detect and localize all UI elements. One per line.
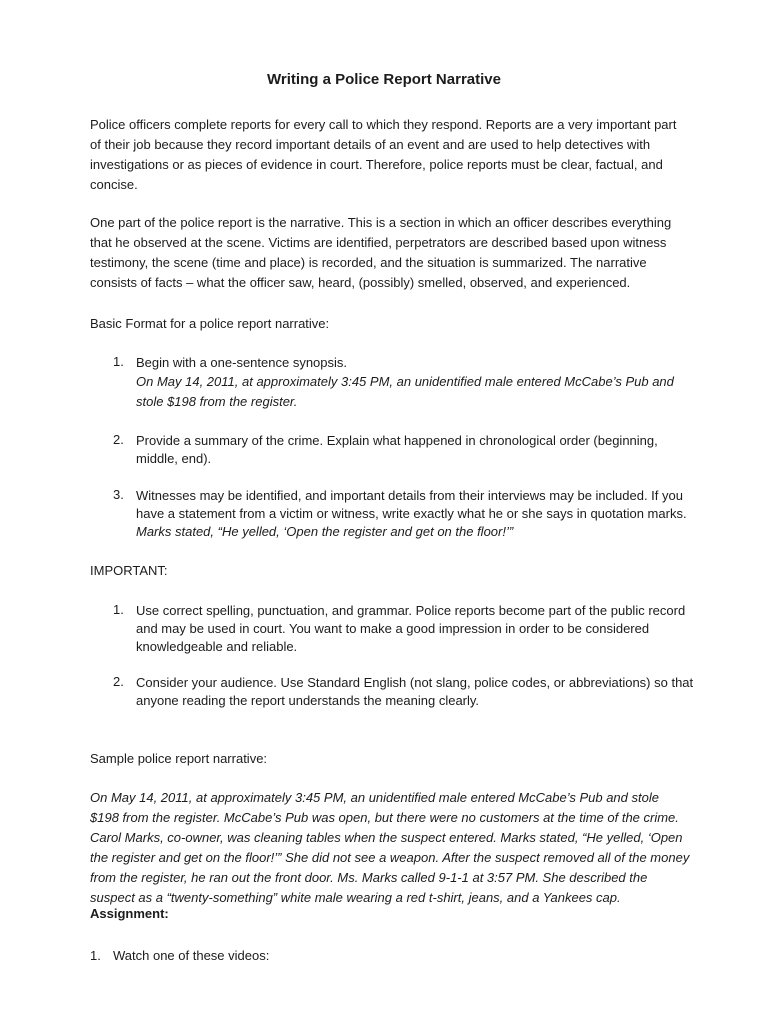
intro-paragraph-1: Police officers complete reports for every call to which they respond. Reports are a very important part of their job because they record important details of an event and are used to help detectives with investigations or as pieces of evidence in court. Therefore, police reports must be clear, factual, and concise. bbox=[90, 117, 677, 192]
page-title: Writing a Police Report Narrative bbox=[267, 71, 501, 88]
sample-narrative: On May 14, 2011, at approximately 3:45 PM, an unidentified male entered McCabe’s Pub and stole $198 from the register. McCabe’s Pub was open, but there were no customers at the time of the crime. Carol Marks, co-owner, was cleaning tables when the suspect entered. Marks stated, “He yelled, ‘Open the register and get on the floor!’” She did not see a weapon. After the suspect removed all of the money from the register, he ran out the front door. Ms. Marks called 9-1-1 at 3:57 PM. She described the suspect as a “twenty-something” white male wearing a red t-shirt, jeans, and a Yankees cap. bbox=[90, 790, 690, 905]
list-item-example: On May 14, 2011, at approximately 3:45 PM, an unidentified male entered McCabe’s Pub and stole $198 from the register. bbox=[136, 374, 674, 409]
list-number: 1. bbox=[90, 948, 101, 963]
list-number: 2. bbox=[113, 674, 124, 689]
intro-paragraph-2: One part of the police report is the narrative. This is a section in which an officer describes everything that he observed at the scene. Victims are identified, perpetrators are described based upon witness testimony, the scene (time and place) is recorded, and the situation is summarized. The narrative consists of facts – what the officer saw, heard, (possibly) smelled, observed, and experienced. bbox=[90, 215, 672, 290]
list-item-text: Witnesses may be identified, and important details from their interviews may be included. If you have a statement from a victim or witness, write exactly what he or she says in quotation marks. bbox=[136, 488, 687, 521]
list-item-example: Marks stated, “He yelled, ‘Open the register and get on the floor!’” bbox=[136, 524, 514, 539]
format-heading: Basic Format for a police report narrative: bbox=[90, 316, 330, 331]
list-number: 1. bbox=[113, 602, 124, 617]
list-item-text: Use correct spelling, punctuation, and grammar. Police reports become part of the public record and may be used in court. You want to make a good impression in order to be considered knowledgeable and reliable. bbox=[136, 603, 686, 654]
list-number: 3. bbox=[113, 487, 124, 502]
list-item-text: Consider your audience. Use Standard English (not slang, police codes, or abbreviations) so that anyone reading the report understands the meaning clearly. bbox=[136, 675, 694, 708]
assignment-heading: Assignment: bbox=[90, 906, 169, 921]
list-number: 1. bbox=[113, 354, 124, 369]
sample-heading: Sample police report narrative: bbox=[90, 751, 268, 766]
list-item-text: Watch one of these videos: bbox=[113, 948, 270, 963]
important-heading: IMPORTANT: bbox=[90, 563, 168, 578]
list-item-text: Begin with a one-sentence synopsis. bbox=[136, 355, 348, 370]
list-item-text: Provide a summary of the crime. Explain what happened in chronological order (beginning, middle, end). bbox=[136, 433, 658, 466]
list-number: 2. bbox=[113, 432, 124, 447]
